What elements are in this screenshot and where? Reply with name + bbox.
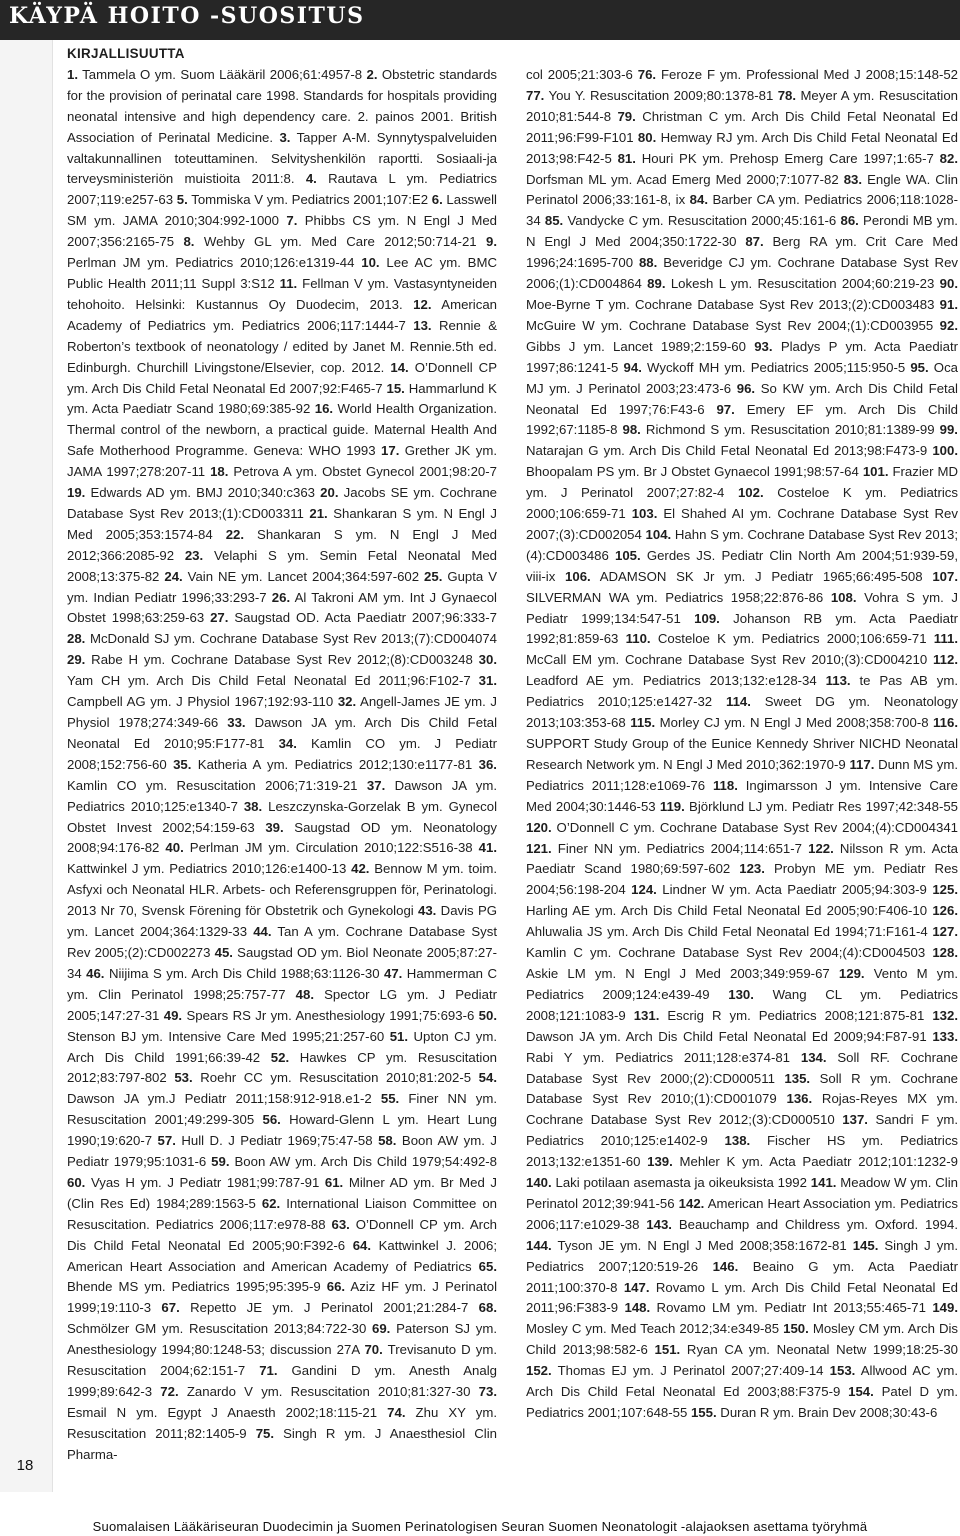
reference-list-left: 1. Tammela O ym. Suom Lääkäril 2006;61:4957-8 2. Obstetric standards for the provision of perinatal care 1998. Standards for hospitals providing neonatal intensive and high dependency care. 2. painos 2001. British Association of Perinatal Medicine. 3. Tapper A-M. Synnytyspalveluiden valtakunnallinen toteuttaminen. Selvityshenkilön raportti. Sosiaali-ja terveysministeriön muistioita 2011:8. 4. Rautava L ym. Pediatrics 2007;119:e257-63 5. Tommiska V ym. Pediatrics 2001;107:E2 6. Lasswell SM ym. JAMA 2010;304:992-1000 7. Phibbs CS ym. N Engl J Med 2007;356:2165-75 8. Wehby GL ym. Med Care 2012;50:714-21 9. Perlman JM ym. Pediatrics 2010;126:e1319-44 10. Lee AC ym. BMC Public Health 2011;11 Suppl 3:S12 11. Fellman V ym. Vastasyntyneiden tehohoito. Helsinki: Kustannus Oy Duodecim, 2013. 12. American Academy of Pediatrics ym. Pediatrics 2006;117:1444-7 13. Rennie & Roberton’s textbook of neonatology / edited by Janet M. Rennie.5th ed. Edinburgh. Churchill Livingstone/Elsevier, cop. 2012. 14. O’Donnell CP ym. Arch Dis Child Fetal Neonatal Ed 2007;92:F465-7 15. Hammarlund K ym. Acta Paediatr Scand 1980;69:385-92 16. World Health Organization. Thermal control of the newborn, a practical guide. Maternal Health And Safe Motherhood Programme. Geneva: WHO 1993 17. Grether JK ym. JAMA 1997;278:207-11 18. Petrova A ym. Obstet Gynecol 2001;98:20-7 19. Edwards AD ym. BMJ 2010;340:c363 20. Jacobs SE ym. Cochrane Database Syst Rev 2013;(1):CD003311 21. Shankaran S ym. N Engl J Med 2005;353:1574-84 22. Shankaran S ym. N Engl J Med 2012;366:2085-92 23. Velaphi S ym. Semin Fetal Neonatal Med 2008;13:375-82 24. Vain NE ym. Lancet 2004;364:597-602 25. Gupta V ym. Indian Pediatr 1996;33:293-7 26. Al Takroni AM ym. Int J Gynaecol Obstet 1998;63:259-63 27. Saugstad OD. Acta Paediatr 2007;96:333-7 28. McDonald SJ ym. Cochrane Database Syst Rev 2013;(7):CD004074 29. Rabe H ym. Cochrane Database Syst Rev 2012;(8):CD003248 30. Yam CH ym. Arch Dis Child Fetal Neonatal Ed 2011;96:F102-7 31. Campbell AG ym. J Physiol 1967;192:93-110 32. Angell-James JE ym. J Physiol 1978;274:349-66 33. Dawson JA ym. Arch Dis Child Fetal Neonatal Ed 2010;95:F177-81 34. Kamlin CO ym. J Pediatr 2008;152:756-60 35. Katheria A ym. Pediatrics 2012;130:e1177-81 36. Kamlin CO ym. Resuscitation 2006;71:319-21 37. Dawson JA ym. Pediatrics 2010;125:e1340-7 38. Leszczynska-Gorzelak B ym. Gynecol Obstet Invest 2002;54:159-63 39. Saugstad OD ym. Neonatology 2008;94:176-82 40. Perlman JM ym. Circulation 2010;122:S516-38 41. Kattwinkel J ym. Pediatrics 2010;126:e1400-13 42. Bennow M ym. toim. Asfyxi och Neonatal HLR. Arbets- och Referensgruppen för, Perinatologi. 2013 Nr 70, Svensk Förening för Obstetrik och Gynekologi 43. Davis PG ym. Lancet 2004;364:1329-33 44. Tan A ym. Cochrane Database Syst Rev 2005;(2):CD002273 45. Saugstad OD ym. Biol Neonate 2005;87:27-34 46. Niijima S ym. Arch Dis Child 1988;63:1126-30 47. Hammerman C ym. Clin Perinatol 1998;25:757-77 48. Spector LG ym. J Pediatr 2005;147:27-31 49. Spears RS Jr ym. Anesthesiology 1991;75:693-6 50. Stenson BJ ym. Intensive Care Med 1995;21:257-60 51. Upton CJ ym. Arch Dis Child 1991;66:39-42 52. Hawkes CP ym. Resuscitation 2012;83:797-802 53. Roehr CC ym. Resuscitation 2010;81:202-5 54. Dawson JA ym.J Pediatr 2011;158:912-918.e1-2 55. Finer NN ym. Resuscitation 2001;49:299-305 56. Howard-Glenn L ym. Heart Lung 1990;19:620-7 57. Hull D. J Pediatr 1969;75:47-58 58. Boon AW ym. J Pediatr 1979;95:1031-6 59. Boon AW ym. Arch Dis Child 1979;54:492-8 60. Vyas H ym. J Pediatr 1981;99:787-91 61. Milner AD ym. Br Med J (Clin Res Ed) 1984;289:1563-5 62. International Liaison Committee on Resuscitation. Pediatrics 2006;117:e978-88 63. O’Donnell CP ym. Arch Dis Child Fetal Neonatal Ed 2005;90:F392-6 64. Kattwinkel J. 2006; American Heart Association and American Academy of Pediatrics 65. Bhende MS ym. Pediatrics 1995;95:395-9 66. Aziz HF ym. J Perinatol 1999;19:110-3 67. Repetto JE ym. J Perinatol 2001;21:284-7 68. Schmölzer GM ym. Resuscitation 2013;84:722-30 69. Paterson SJ ym. Anesthesiology 1994;80:1248-53; discussion 27A 70. Trevisanuto D ym. Resuscitation 2004;62:151-7 71. Gandini D ym. Anesth Analg 1999;89:642-3 72. Zanardo V ym. Resuscitation 2010;81:327-30 73. Esmail N ym. Egypt J Anaesth 2002;18:115-21 74. Zhu XY ym. Resuscitation 2011;82:1405-9 75. Singh R ym. J Anaesthesiol Clin Pharma- xyxy=(67,66,497,1462)
header-bar xyxy=(0,0,960,40)
references-column-right xyxy=(526,65,958,1505)
left-margin-sidebar xyxy=(0,40,53,1492)
page-number: 18 xyxy=(16,1457,34,1474)
section-heading: KIRJALLISUUTTA xyxy=(67,46,185,61)
reference-list-right: col 2005;21:303-6 76. Feroze F ym. Professional Med J 2008;15:148-52 77. You Y. Resuscitation 2009;80:1378-81 78. Meyer A ym. Resuscitation 2010;81:544-8 79. Christman C ym. Arch Dis Child Fetal Neonatal Ed 2011;96:F99-F101 80. Hemway RJ ym. Arch Dis Child Fetal Neonatal Ed 2013;98:F42-5 81. Houri PK ym. Prehosp Emerg Care 1997;1:65-7 82. Dorfsman ML ym. Acad Emerg Med 2000;7:1077-82 83. Engle WA. Clin Perinatol 2006;33:161-8, ix 84. Barber CA ym. Pediatrics 2006;118:1028-34 85. Vandycke C ym. Resuscitation 2000;45:161-6 86. Perondi MB ym. N Engl J Med 2004;350:1722-30 87. Berg RA ym. Crit Care Med 1996;24:1695-700 88. Beveridge CJ ym. Cochrane Database Syst Rev 2006;(1):CD004864 89. Lokesh L ym. Resuscitation 2004;60:219-23 90. Moe-Byrne T ym. Cochrane Database Syst Rev 2013;(2):CD003483 91. McGuire W ym. Cochrane Database Syst Rev 2004;(1):CD003955 92. Gibbs J ym. Lancet 1989;2:159-60 93. Pladys P ym. Acta Paediatr 1997;86:1241-5 94. Wyckoff MH ym. Pediatrics 2005;115:950-5 95. Oca MJ ym. J Perinatol 2003;23:473-6 96. So KW ym. Arch Dis Child Fetal Neonatal Ed 1997;76:F43-6 97. Emery EF ym. Arch Dis Child 1992;67:1185-8 98. Richmond S ym. Resuscitation 2010;81:1389-99 99. Natarajan G ym. Arch Dis Child Fetal Neonatal Ed 2013;98:F473-9 100. Bhoopalam PS ym. Br J Obstet Gynaecol 1991;98:57-64 101. Frazier MD ym. J Perinatol 2007;27:82-4 102. Costeloe K ym. Pediatrics 2000;106:659-71 103. El Shahed AI ym. Cochrane Database Syst Rev 2007;(3):CD002054 104. Hahn S ym. Cochrane Database Syst Rev 2013;(4):CD003486 105. Gerdes JS. Pediatr Clin North Am 2004;51:939-59, viii-ix 106. ADAMSON SK Jr ym. J Pediatr 1965;66:495-508 107. SILVERMAN WA ym. Pediatrics 1958;22:876-86 108. Vohra S ym. J Pediatr 1999;134:547-51 109. Johanson RB ym. Acta Paediatr 1992;81:859-63 110. Costeloe K ym. Pediatrics 2000;106:659-71 111. McCall EM ym. Cochrane Database Syst Rev 2010;(3):CD004210 112. Leadford AE ym. Pediatrics 2013;132:e128-34 113. te Pas AB ym. Pediatrics 2010;125:e1427-32 114. Sweet DG ym. Neonatology 2013;103:353-68 115. Morley CJ ym. N Engl J Med 2008;358:700-8 116. SUPPORT Study Group of the Eunice Kennedy Shriver NICHD Neonatal Research Network ym. N Engl J Med 2010;362:1970-9 117. Dunn MS ym. Pediatrics 2011;128:e1069-76 118. Ingimarsson J ym. Intensive Care Med 2004;30:1446-53 119. Björklund LJ ym. Pediatr Res 1997;42:348-55 120. O’Donnell C ym. Cochrane Database Syst Rev 2004;(4):CD004341 121. Finer NN ym. Pediatrics 2004;114:651-7 122. Nilsson R ym. Acta Paediatr Scand 1980;69:597-602 123. Probyn ME ym. Pediatr Res 2004;56:198-204 124. Lindner W ym. Acta Paediatr 2005;94:303-9 125. Harling AE ym. Arch Dis Child Fetal Neonatal Ed 2005;90:F406-10 126. Ahluwalia JS ym. Arch Dis Child Fetal Neonatal Ed 1994;71:F161-4 127. Kamlin C ym. Cochrane Database Syst Rev 2004;(4):CD004503 128. Askie LM ym. N Engl J Med 2003;349:959-67 129. Vento M ym. Pediatrics 2009;124:e439-49 130. Wang CL ym. Pediatrics 2008;121:1083-9 131. Escrig R ym. Pediatrics 2008;121:875-81 132. Dawson JA ym. Arch Dis Child Fetal Neonatal Ed 2009;94:F87-91 133. Rabi Y ym. Pediatrics 2011;128:e374-81 134. Soll RF. Cochrane Database Syst Rev 2000;(2):CD000511 135. Soll R ym. Cochrane Database Syst Rev 2010;(1):CD001079 136. Rojas-Reyes MX ym. Cochrane Database Syst Rev 2012;(3):CD000510 137. Sandri F ym. Pediatrics 2010;125:e1402-9 138. Fischer HS ym. Pediatrics 2013;132:e1351-60 139. Mehler K ym. Acta Paediatr 2012;101:1232-9 140. Laki potilaan asemasta ja oikeuksista 1992 141. Meadow W ym. Clin Perinatol 2012;39:941-56 142. American Heart Association ym. Pediatrics 2006;117:e1029-38 143. Beauchamp and Childress ym. Oxford. 1994. 144. Tyson JE ym. N Engl J Med 2008;358:1672-81 145. Singh J ym. Pediatrics 2007;120:519-26 146. Beaino G ym. Acta Paediatr 2011;100:370-8 147. Rovamo L ym. Arch Dis Child Fetal Neonatal Ed 2011;96:F383-9 148. Rovamo LM ym. Pediatr Int 2013;55:465-71 149. Mosley C ym. Med Teach 2012;34:e349-85 150. Mosley CM ym. Arch Dis Child 2013;98:582-6 151. Ryan CA ym. Neonatal Netw 1999;18:25-30 152. Thomas EJ ym. J Perinatol 2007;27:409-14 153. Allwood AC ym. Arch Dis Child Fetal Neonatal Ed 2003;88:F375-9 154. Patel D ym. Pediatrics 2001;107:648-55 155. Duran R ym. Brain Dev 2008;30:43-6 xyxy=(526,67,958,1420)
footer-credit: Suomalaisen Lääkäriseuran Duodecimin ja Suomen Perinatologisen Seuran Suomen Neonatologit -alajaoksen asettama työryhmä xyxy=(92,1519,868,1534)
page-header-title: KÄYPÄ HOITO -SUOSITUS xyxy=(9,3,365,29)
references-column-left xyxy=(67,44,497,1484)
